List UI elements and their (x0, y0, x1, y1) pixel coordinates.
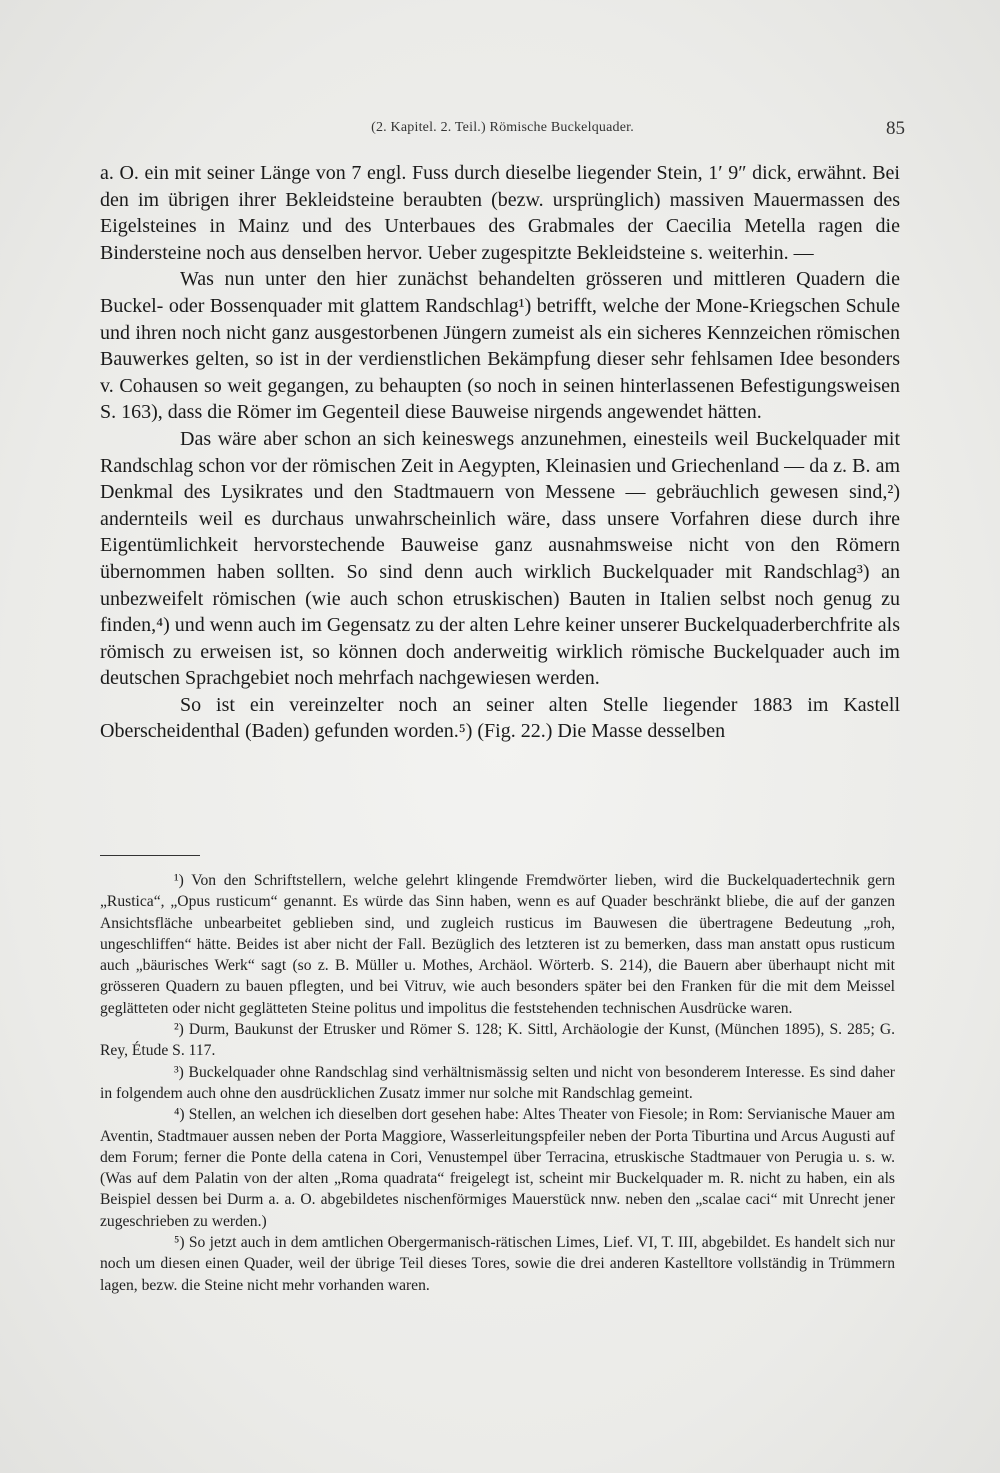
running-title: (2. Kapitel. 2. Teil.) Römische Buckelquader. (371, 120, 634, 135)
footnote-1: ¹) Von den Schriftstellern, welche gelehrt klingende Fremdwörter lieben, wird die Buckelquadertechnik gern „Rustica“, „Opus rusticum“ genannt. Es würde das Sinn haben, wenn es auf Quader beschränkt bliebe, die auf der ganzen Ansichtsfläche unbearbeitet geblieben sind, und zugleich rusticus im Bauwesen die übertragene Bedeutung „roh, ungeschliffen“ hätte. Beides ist aber nicht der Fall. Bezüglich des letzteren ist zu bemerken, dass man anstatt opus rusticum auch „bäurisches Werk“ sagt (so z. B. Müller u. Mothes, Archäol. Wörterb. S. 214), die Bauern aber überhaupt nicht mit grösseren Quadern zu bauen pflegten, und bei Vitruv, wie auch besonders später bei den Franken für die mit dem Meissel geglätteten oder nicht geglätteten Steine politus und impolitus die feststehenden technischen Ausdrücke waren. (100, 872, 895, 1017)
footnote-5: ⁵) So jetzt auch in dem amtlichen Obergermanisch-rätischen Limes, Lief. VI, T. III, abgebildet. Es handelt sich nur noch um diesen einen Quader, weil der übrige Teil dieses Tores, sowie die drei anderen Kastelltore vollständig in Trümmern lagen, bezw. die Steine nicht mehr vorhanden waren. (100, 1234, 895, 1294)
footnote-3: ³) Buckelquader ohne Randschlag sind verhältnismässig selten und nicht von besonderem Interesse. Es sind daher in folgendem auch ohne den ausdrücklichen Zusatz immer nur solche mit Randschlag gemeint. (100, 1063, 895, 1102)
paragraph-oberscheidenthal: So ist ein vereinzelter noch an seiner alten Stelle liegender 1883 im Kastell Oberscheidenthal (Baden) gefunden worden.⁵) (Fig. 22.) Die Masse desselben (100, 693, 900, 743)
running-head (100, 118, 905, 142)
page-number: 85 (886, 118, 905, 139)
paragraph-continuation: a. O. ein mit seiner Länge von 7 engl. Fuss durch dieselbe liegender Stein, 1′ 9″ dick, erwähnt. Bei den im übrigen ihrer Bekleidsteine beraubten (bezw. ursprünglich) massiven Mauermassen des Eigelsteines in Mainz und des Unterbaues des Grabmales der Caecilia Metella ragen die Bindersteine noch aus denselben hervor. Ueber zugespitzte Bekleidsteine s. weiterhin. — (100, 162, 900, 264)
footnote-2: ²) Durm, Baukunst der Etrusker und Römer S. 128; K. Sittl, Archäologie der Kunst, (München 1895), S. 285; G. Rey, Étude S. 117. (100, 1021, 895, 1060)
footnote-4: ⁴) Stellen, an welchen ich dieselben dort gesehen habe: Altes Theater von Fiesole; in Rom: Servianische Mauer am Aventin, Stadtmauer aussen neben der Porta Maggiore, Wasserleitungspfeiler neben der Porta Tiburtina und Arcus Augusti auf dem Forum; ferner die Ponte della catena in Cori, Venustempel über Terracina, etruskische Stadtmauer von Perugia u. s. w. (Was auf dem Palatin von der alten „Roma quadrata“ freigelegt ist, scheint mir Buckelquader m. R. nicht zu haben, ein als Beispiel dessen bei Durm a. a. O. abgebildetes nischenförmiges Mauerstück nnw. neben den „scalae caci“ mit Unrecht jener zugeschrieben zu werden.) (100, 1106, 895, 1230)
main-text (100, 160, 900, 745)
paragraph-buckelquader: Was nun unter den hier zunächst behandelten grösseren und mittleren Quadern die Buckel- oder Bossenquader mit glattem Randschlag¹) betrifft, welche der Mone-Kriegschen Schule und ihren noch nicht ganz ausgestorbenen Jüngern zumeist als ein sicheres Kennzeichen römischen Bauwerkes gelten, so ist in der verdienstlichen Bekämpfung dieser sehr fehlsamen Idee besonders v. Cohausen so weit gegangen, zu behaupten (so noch in seinen hinterlassenen Befestigungsweisen S. 163), dass die Römer im Gegenteil diese Bauweise nirgends angewendet hätten. (100, 268, 900, 424)
footnote-separator (100, 855, 200, 856)
footnotes (100, 870, 895, 1296)
paragraph-randschlag: Das wäre aber schon an sich keineswegs anzunehmen, einesteils weil Buckelquader mit Randschlag schon vor der römischen Zeit in Aegypten, Kleinasien und Griechenland — da z. B. am Denkmal des Lysikrates und den Stadtmauern von Messene — gebräuchlich gewesen sind,²) andernteils weil es durchaus unwahrscheinlich wäre, dass unsere Vorfahren diese durch ihre Eigentümlichkeit hervorstechende Bauweise ganz ausnahmsweise nicht von den Römern übernommen haben sollten. So sind denn auch wirklich Buckelquader mit Randschlag³) an unbezweifelt römischen (wie auch schon etruskischen) Bauten in Italien selbst noch genug zu finden,⁴) und wenn auch im Gegensatz zu der alten Lehre keiner unserer Buckelquaderberchfrite als römisch zu erweisen ist, so können doch anderweitig wirklich römische Buckelquader auch im deutschen Sprachgebiet noch mehrfach nachgewiesen werden. (100, 427, 900, 690)
